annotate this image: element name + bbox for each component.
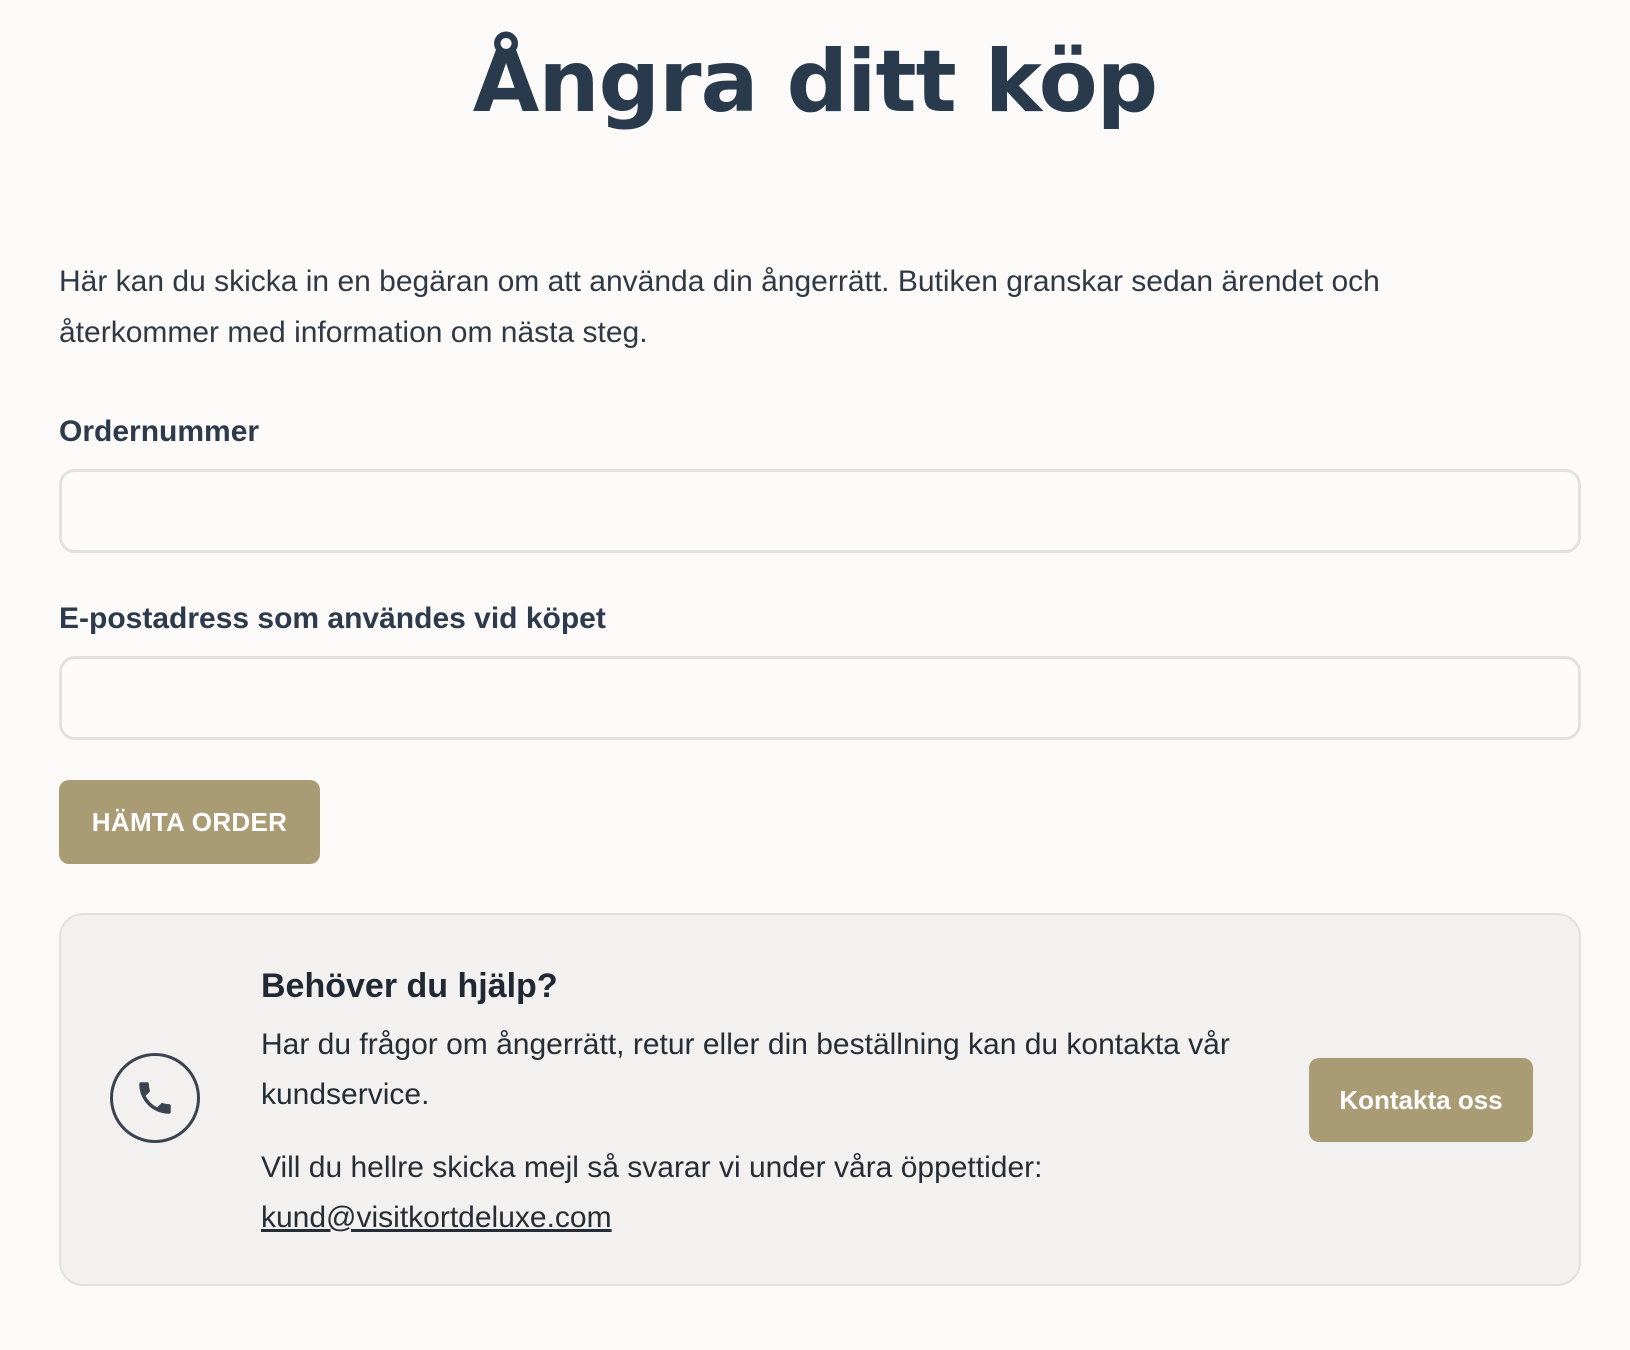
order-number-input[interactable] bbox=[59, 469, 1581, 553]
help-email-text bbox=[261, 1143, 1251, 1243]
email-input[interactable] bbox=[59, 656, 1581, 740]
support-email-link[interactable]: kund@visitkortdeluxe.com bbox=[261, 1201, 612, 1234]
help-email-intro: Vill du hellre skicka mejl så svarar vi under våra öppettider: bbox=[261, 1151, 1043, 1184]
help-text: Har du frågor om ångerrätt, retur eller din beställning kan du kontakta vår kundservice. bbox=[261, 1028, 1230, 1111]
fetch-order-button[interactable]: HÄMTA ORDER bbox=[59, 780, 320, 864]
contact-us-button[interactable]: Kontakta oss bbox=[1309, 1058, 1533, 1142]
email-label: E-postadress som användes vid köpet bbox=[59, 602, 606, 635]
page-title: Ångra ditt köp bbox=[472, 32, 1158, 132]
help-title: Behöver du hjälp? bbox=[261, 967, 558, 1005]
order-number-label: Ordernummer bbox=[59, 415, 260, 448]
help-box bbox=[59, 913, 1581, 1286]
intro-text: Här kan du skicka in en begäran om att använda din ångerrätt. Butiken granskar sedan ärendet och återkommer med information om nästa steg. bbox=[59, 265, 1380, 349]
phone-icon bbox=[110, 1053, 200, 1143]
